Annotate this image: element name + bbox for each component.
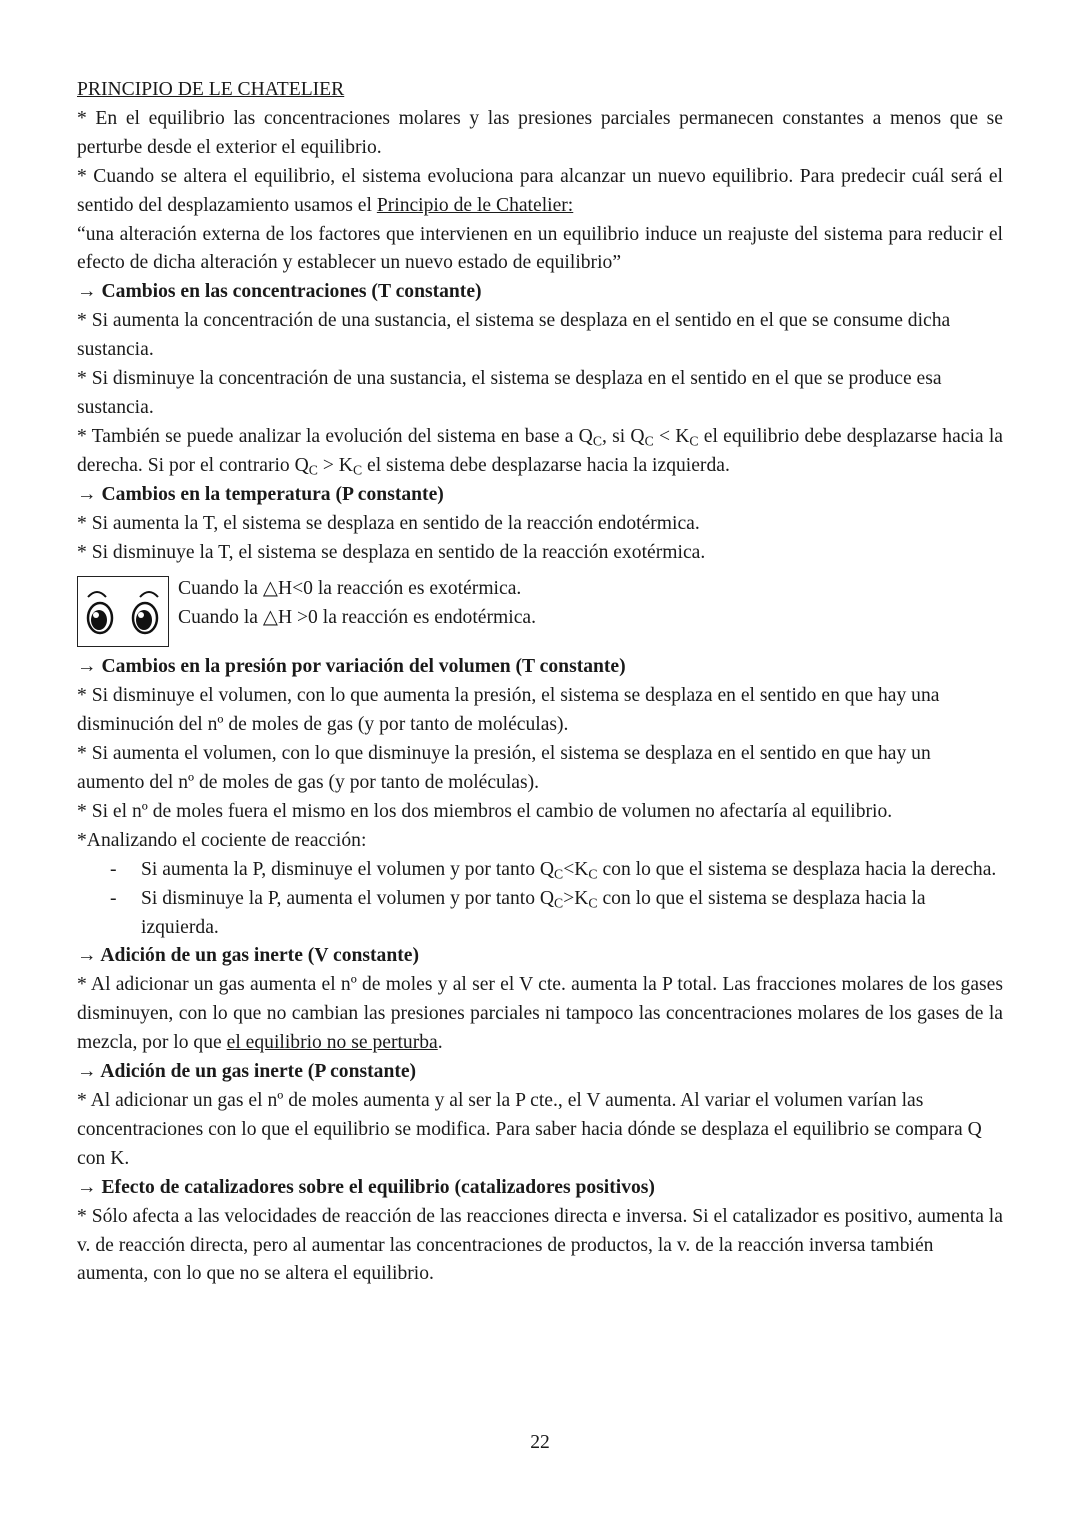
text-run: , si Q [601, 425, 645, 447]
catalysts-paragraph: * Sólo afecta a las velocidades de reacción de las reacciones directa e inversa. Si el catalizador es positivo, aumenta la v. de reacción directa, pero al aumentar las concentraciones de productos, la v. de la reacción inversa también aumenta, con lo que no se altera el equilibrio. [77, 1205, 1003, 1285]
subscript: C [554, 866, 564, 882]
text-run: el sistema debe desplazarse hacia la izquierda. [362, 454, 730, 476]
pres-paragraph-3: * Si el nº de moles fuera el mismo en los dos miembros el cambio de volumen no afectaría al equilibrio. [77, 800, 893, 822]
list-item [77, 856, 1003, 885]
document-page [77, 76, 1003, 1289]
page-number: 22 [530, 1432, 550, 1453]
intro-paragraph-2 [77, 163, 1003, 221]
dash-bullet: - [110, 858, 117, 880]
heading-inert-gas-v: → Adición de un gas inerte (V constante) [77, 945, 419, 967]
conc-paragraph-3 [77, 423, 1003, 481]
principle-quote: “una alteración externa de los factores que intervienen en un equilibrio induce un reajuste del sistema para reducir el efecto de dicha alteración y establecer un nuevo estado de equilibrio” [77, 223, 1003, 274]
enthalpy-note [77, 574, 1003, 646]
heading-inert-gas-p: → Adición de un gas inerte (P constante) [77, 1061, 417, 1083]
text-run: Si aumenta la P, disminuye el volumen y por tanto Q [141, 858, 555, 880]
subscript: C [554, 895, 564, 911]
conc-paragraph-2: * Si disminuye la concentración de una sustancia, el sistema se desplaza en el sentido en el que se produce esa sustancia. [77, 368, 942, 418]
subscript: C [308, 462, 318, 478]
heading-temperature: → Cambios en la temperatura (P constante) [77, 483, 444, 505]
subscript: C [644, 433, 654, 449]
underlined-text: el equilibrio no se perturba [226, 1032, 438, 1054]
intro-paragraph-1: * En el equilibrio las concentraciones molares y las presiones parciales permanecen constantes a menos que se perturbe desde el exterior el equilibrio. [77, 107, 1003, 158]
dash-bullet: - [110, 887, 117, 909]
text-run: Si disminuye la P, aumenta el volumen y por tanto Q [141, 887, 555, 909]
subscript: C [352, 462, 363, 478]
note-line-endothermic: Cuando la △H >0 la reacción es endotérmica. [178, 607, 536, 629]
subscript: C [689, 433, 699, 449]
eyes-icon [77, 576, 169, 647]
page-title: PRINCIPIO DE LE CHATELIER [77, 79, 345, 100]
pres-paragraph-1: * Si disminuye el volumen, con lo que aumenta la presión, el sistema se desplaza en el sentido en que hay una disminución del nº de moles de gas (y por tanto de moléculas). [77, 685, 940, 736]
inert-v-paragraph [77, 971, 1003, 1058]
subscript: C [588, 895, 598, 911]
heading-concentration: → Cambios en las concentraciones (T constante) [77, 281, 482, 303]
inert-p-paragraph: * Al adicionar un gas el nº de moles aumenta y al ser la P cte., el V aumenta. Al variar el volumen varían las concentraciones con lo que el equilibrio se modifica. Para saber hacia dónde se desplaza el equilibrio se compara Q con K. [77, 1090, 982, 1169]
text-run: < K [653, 425, 690, 447]
text-run: * También se puede analizar la evolución del sistema en base a Q [77, 425, 593, 447]
note-text [178, 575, 536, 633]
principle-link-text: Principio de le Chatelier: [376, 194, 574, 216]
subscript: C [588, 866, 598, 882]
pres-paragraph-4: *Analizando el cociente de reacción: [77, 829, 367, 851]
note-line-exothermic: Cuando la △H<0 la reacción es exotérmica. [178, 578, 522, 600]
text-run: el equilibrio debe desplazarse hacia la derecha. Si por el contrario Q [77, 425, 1003, 476]
text-run: con lo que el sistema se desplaza hacia la izquierda. [141, 887, 926, 938]
intro-text: * Cuando se altera el equilibrio, el sistema evoluciona para alcanzar un nuevo equilibrio. Para predecir cuál será el sentido del desplazamiento usamos el [77, 165, 1003, 216]
temp-paragraph-1: * Si aumenta la T, el sistema se desplaza en sentido de la reacción endotérmica. [77, 512, 700, 534]
conc-paragraph-1: * Si aumenta la concentración de una sustancia, el sistema se desplaza en el sentido en el que se consume dicha sustancia. [77, 310, 951, 361]
text-run: * Al adicionar un gas aumenta el nº de moles y al ser el V cte. aumenta la P total. Las fracciones molares de los gases disminuyen, con lo que no cambian las presiones parciales ni tampoco las concentraciones molares de los gases de la mezcla, por lo que [77, 974, 1003, 1054]
subscript: C [592, 433, 602, 449]
text-run: >K [563, 887, 589, 909]
temp-paragraph-2: * Si disminuye la T, el sistema se desplaza en sentido de la reacción exotérmica. [77, 541, 706, 563]
pres-paragraph-2: * Si aumenta el volumen, con lo que disminuye la presión, el sistema se desplaza en el sentido en que hay un aumento del nº de moles de gas (y por tanto de moléculas). [77, 743, 931, 794]
heading-pressure: → Cambios en la presión por variación del volumen (T constante) [77, 656, 626, 678]
list-item [77, 885, 1003, 943]
text-run: > K [317, 454, 353, 476]
text-run: con lo que el sistema se desplaza hacia la derecha. [597, 858, 997, 880]
heading-catalysts: → Efecto de catalizadores sobre el equilibrio (catalizadores positivos) [77, 1176, 655, 1198]
text-run: <K [563, 858, 589, 880]
text-run: . [437, 1032, 443, 1054]
